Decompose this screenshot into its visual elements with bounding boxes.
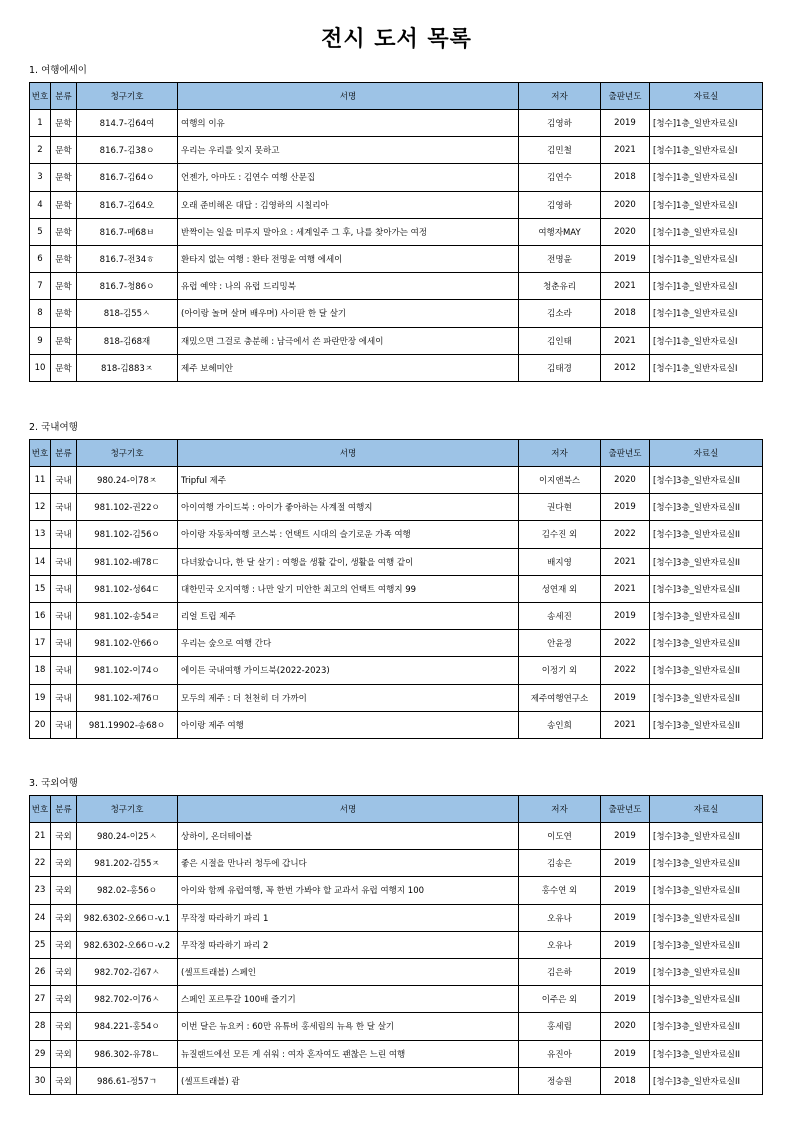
cell-library-room: [청수]1층_일반자료실I xyxy=(650,300,763,327)
header-book-title: 서명 xyxy=(178,440,519,467)
cell-author: 안윤정 xyxy=(519,630,601,657)
book-table xyxy=(29,439,763,739)
cell-author: 청춘유리 xyxy=(519,273,601,300)
cell-book-title: (셀프트래블) 괌 xyxy=(178,1067,519,1094)
cell-call-number: 981.102-권22ㅇ xyxy=(77,494,178,521)
cell-author: 홍수연 외 xyxy=(519,877,601,904)
cell-book-title: 반짝이는 일을 미루지 말아요 : 세계일주 그 후, 나를 찾아가는 여정 xyxy=(178,218,519,245)
cell-call-number: 816.7-김64ㅇ xyxy=(77,164,178,191)
cell-publish-year: 2021 xyxy=(601,548,650,575)
table-row xyxy=(30,110,763,137)
header-publish-year: 출판년도 xyxy=(601,796,650,823)
cell-publish-year: 2021 xyxy=(601,327,650,354)
cell-category: 문학 xyxy=(51,164,77,191)
table-row xyxy=(30,1067,763,1094)
table-row xyxy=(30,904,763,931)
cell-publish-year: 2019 xyxy=(601,986,650,1013)
header-publish-year: 출판년도 xyxy=(601,440,650,467)
cell-call-number: 981.202-김55ㅈ xyxy=(77,850,178,877)
cell-publish-year: 2022 xyxy=(601,657,650,684)
cell-library-room: [청수]3층_일반자료실II xyxy=(650,711,763,738)
table-row xyxy=(30,602,763,629)
cell-call-number: 981.102-제76ㅁ xyxy=(77,684,178,711)
cell-call-number: 986.302-유78ㄴ xyxy=(77,1040,178,1067)
table-row xyxy=(30,273,763,300)
cell-library-room: [청수]1층_일반자료실I xyxy=(650,110,763,137)
table-row xyxy=(30,1040,763,1067)
cell-publish-year: 2018 xyxy=(601,1067,650,1094)
section-domestic-travel xyxy=(29,417,762,739)
cell-row-number: 21 xyxy=(30,823,51,850)
cell-category: 국외 xyxy=(51,1067,77,1094)
cell-publish-year: 2022 xyxy=(601,521,650,548)
header-publish-year: 출판년도 xyxy=(601,83,650,110)
cell-call-number: 981.102-안66ㅇ xyxy=(77,630,178,657)
cell-category: 국내 xyxy=(51,602,77,629)
cell-category: 국내 xyxy=(51,467,77,494)
cell-book-title: 언젠가, 아마도 : 김연수 여행 산문집 xyxy=(178,164,519,191)
table-row xyxy=(30,657,763,684)
cell-publish-year: 2019 xyxy=(601,110,650,137)
cell-call-number: 982.702-김67ㅅ xyxy=(77,958,178,985)
cell-publish-year: 2019 xyxy=(601,931,650,958)
cell-category: 문학 xyxy=(51,273,77,300)
table-row xyxy=(30,245,763,272)
cell-author: 전명윤 xyxy=(519,245,601,272)
cell-author: 김송은 xyxy=(519,850,601,877)
table-row xyxy=(30,630,763,657)
cell-category: 국내 xyxy=(51,657,77,684)
cell-book-title: 대한민국 오지여행 : 나만 알기 미안한 최고의 언택트 여행지 99 xyxy=(178,575,519,602)
cell-library-room: [청수]3층_일반자료실II xyxy=(650,630,763,657)
cell-library-room: [청수]3층_일반자료실II xyxy=(650,467,763,494)
cell-call-number: 984.221-홍54ㅇ xyxy=(77,1013,178,1040)
cell-library-room: [청수]3층_일반자료실II xyxy=(650,904,763,931)
cell-book-title: 스페인 포르투갈 100배 즐기기 xyxy=(178,986,519,1013)
cell-library-room: [청수]3층_일반자료실II xyxy=(650,986,763,1013)
table-row xyxy=(30,521,763,548)
cell-author: 이지앤북스 xyxy=(519,467,601,494)
cell-call-number: 981.102-이74ㅇ xyxy=(77,657,178,684)
cell-author: 여행자MAY xyxy=(519,218,601,245)
cell-library-room: [청수]1층_일반자료실I xyxy=(650,191,763,218)
cell-category: 문학 xyxy=(51,137,77,164)
cell-author: 권다현 xyxy=(519,494,601,521)
header-author: 저자 xyxy=(519,83,601,110)
page-title: 전시 도서 목록 xyxy=(321,27,472,52)
cell-book-title: 좋은 시절을 만나러 청두에 갑니다 xyxy=(178,850,519,877)
cell-library-room: [청수]1층_일반자료실I xyxy=(650,137,763,164)
cell-call-number: 814.7-김64여 xyxy=(77,110,178,137)
table-row xyxy=(30,684,763,711)
cell-category: 문학 xyxy=(51,354,77,381)
table-row xyxy=(30,850,763,877)
cell-author: 김민철 xyxy=(519,137,601,164)
cell-publish-year: 2022 xyxy=(601,630,650,657)
header-category: 분류 xyxy=(51,796,77,823)
cell-book-title: 리얼 트립 제주 xyxy=(178,602,519,629)
section-overseas-travel xyxy=(29,773,762,1095)
cell-library-room: [청수]3층_일반자료실II xyxy=(650,494,763,521)
cell-author: 김은하 xyxy=(519,958,601,985)
cell-book-title: 여행의 이유 xyxy=(178,110,519,137)
cell-row-number: 17 xyxy=(30,630,51,657)
cell-library-room: [청수]3층_일반자료실II xyxy=(650,850,763,877)
cell-book-title: Tripful 제주 xyxy=(178,467,519,494)
cell-row-number: 4 xyxy=(30,191,51,218)
table-header-row xyxy=(30,83,763,110)
cell-row-number: 3 xyxy=(30,164,51,191)
cell-category: 국내 xyxy=(51,575,77,602)
cell-author: 김소라 xyxy=(519,300,601,327)
cell-library-room: [청수]3층_일반자료실II xyxy=(650,575,763,602)
cell-book-title: 우리는 숲으로 여행 간다 xyxy=(178,630,519,657)
cell-publish-year: 2019 xyxy=(601,602,650,629)
cell-publish-year: 2018 xyxy=(601,300,650,327)
table-row xyxy=(30,164,763,191)
cell-category: 국외 xyxy=(51,904,77,931)
table-row xyxy=(30,1013,763,1040)
header-library-room: 자료실 xyxy=(650,796,763,823)
cell-row-number: 7 xyxy=(30,273,51,300)
book-table xyxy=(29,795,763,1095)
table-row xyxy=(30,354,763,381)
cell-library-room: [청수]1층_일반자료실I xyxy=(650,327,763,354)
table-row xyxy=(30,494,763,521)
cell-category: 국내 xyxy=(51,684,77,711)
cell-book-title: 이번 달은 뉴요커 : 60만 유튜버 홍세림의 뉴욕 한 달 살기 xyxy=(178,1013,519,1040)
cell-category: 국내 xyxy=(51,630,77,657)
cell-author: 오유나 xyxy=(519,931,601,958)
cell-book-title: (셀프트래블) 스페인 xyxy=(178,958,519,985)
cell-library-room: [청수]3층_일반자료실II xyxy=(650,823,763,850)
table-row xyxy=(30,137,763,164)
header-author: 저자 xyxy=(519,440,601,467)
cell-author: 김영하 xyxy=(519,110,601,137)
cell-publish-year: 2020 xyxy=(601,1013,650,1040)
cell-book-title: 에이든 국내여행 가이드북(2022-2023) xyxy=(178,657,519,684)
cell-call-number: 816.7-김64오 xyxy=(77,191,178,218)
cell-author: 송인희 xyxy=(519,711,601,738)
cell-row-number: 11 xyxy=(30,467,51,494)
cell-row-number: 22 xyxy=(30,850,51,877)
cell-publish-year: 2019 xyxy=(601,494,650,521)
cell-publish-year: 2019 xyxy=(601,245,650,272)
cell-book-title: 오래 준비해온 대답 : 김영하의 시칠리아 xyxy=(178,191,519,218)
cell-book-title: 상하이, 온더테이블 xyxy=(178,823,519,850)
cell-library-room: [청수]1층_일반자료실I xyxy=(650,354,763,381)
cell-library-room: [청수]3층_일반자료실II xyxy=(650,521,763,548)
cell-library-room: [청수]3층_일반자료실II xyxy=(650,1040,763,1067)
table-row xyxy=(30,467,763,494)
cell-category: 국내 xyxy=(51,548,77,575)
cell-publish-year: 2019 xyxy=(601,958,650,985)
cell-book-title: 무작정 따라하기 파리 1 xyxy=(178,904,519,931)
header-call-number: 청구기호 xyxy=(77,796,178,823)
cell-publish-year: 2019 xyxy=(601,684,650,711)
cell-author: 김영하 xyxy=(519,191,601,218)
cell-row-number: 23 xyxy=(30,877,51,904)
cell-category: 국외 xyxy=(51,958,77,985)
header-category: 분류 xyxy=(51,440,77,467)
header-category: 분류 xyxy=(51,83,77,110)
cell-library-room: [청수]1층_일반자료실I xyxy=(650,218,763,245)
cell-book-title: 유럽 예약 : 나의 유럽 드리밍북 xyxy=(178,273,519,300)
cell-publish-year: 2020 xyxy=(601,467,650,494)
section-label: 3. 국외여행 xyxy=(29,778,78,789)
cell-row-number: 6 xyxy=(30,245,51,272)
cell-author: 제주여행연구소 xyxy=(519,684,601,711)
table-row xyxy=(30,931,763,958)
cell-library-room: [청수]1층_일반자료실I xyxy=(650,273,763,300)
table-row xyxy=(30,986,763,1013)
cell-book-title: 모두의 제주 : 더 천천히 더 가까이 xyxy=(178,684,519,711)
cell-publish-year: 2021 xyxy=(601,273,650,300)
cell-category: 국내 xyxy=(51,711,77,738)
cell-call-number: 986.61-정57ㄱ xyxy=(77,1067,178,1094)
cell-author: 이정기 외 xyxy=(519,657,601,684)
cell-category: 문학 xyxy=(51,245,77,272)
cell-author: 김수진 외 xyxy=(519,521,601,548)
cell-row-number: 19 xyxy=(30,684,51,711)
cell-category: 국외 xyxy=(51,877,77,904)
cell-call-number: 818-김68재 xyxy=(77,327,178,354)
cell-category: 국외 xyxy=(51,823,77,850)
cell-category: 문학 xyxy=(51,191,77,218)
cell-book-title: 다녀왔습니다, 한 달 살기 : 여행을 생활 같이, 생활을 여행 같이 xyxy=(178,548,519,575)
cell-library-room: [청수]3층_일반자료실II xyxy=(650,931,763,958)
table-row xyxy=(30,823,763,850)
cell-category: 문학 xyxy=(51,300,77,327)
cell-row-number: 16 xyxy=(30,602,51,629)
cell-category: 국내 xyxy=(51,494,77,521)
table-row xyxy=(30,548,763,575)
cell-publish-year: 2018 xyxy=(601,164,650,191)
cell-publish-year: 2019 xyxy=(601,1040,650,1067)
cell-row-number: 30 xyxy=(30,1067,51,1094)
cell-publish-year: 2021 xyxy=(601,137,650,164)
cell-author: 홍세림 xyxy=(519,1013,601,1040)
cell-call-number: 816.7-전34ㅎ xyxy=(77,245,178,272)
cell-author: 유진아 xyxy=(519,1040,601,1067)
section-travel-essay xyxy=(29,60,762,382)
cell-row-number: 12 xyxy=(30,494,51,521)
cell-call-number: 818-김55ㅅ xyxy=(77,300,178,327)
cell-library-room: [청수]3층_일반자료실II xyxy=(650,1013,763,1040)
cell-call-number: 818-김883ㅈ xyxy=(77,354,178,381)
header-library-room: 자료실 xyxy=(650,440,763,467)
cell-book-title: 제주 보헤미안 xyxy=(178,354,519,381)
cell-category: 국내 xyxy=(51,521,77,548)
header-row-number: 번호 xyxy=(30,83,51,110)
table-row xyxy=(30,711,763,738)
cell-author: 배지영 xyxy=(519,548,601,575)
header-call-number: 청구기호 xyxy=(77,440,178,467)
cell-call-number: 981.19902-송68ㅇ xyxy=(77,711,178,738)
cell-row-number: 8 xyxy=(30,300,51,327)
table-row xyxy=(30,877,763,904)
cell-library-room: [청수]3층_일반자료실II xyxy=(650,684,763,711)
cell-call-number: 982.02-홍56ㅇ xyxy=(77,877,178,904)
section-label: 2. 국내여행 xyxy=(29,422,78,433)
cell-category: 문학 xyxy=(51,327,77,354)
cell-category: 국외 xyxy=(51,931,77,958)
table-row xyxy=(30,958,763,985)
cell-row-number: 20 xyxy=(30,711,51,738)
cell-row-number: 10 xyxy=(30,354,51,381)
header-call-number: 청구기호 xyxy=(77,83,178,110)
cell-book-title: 환타지 없는 여행 : 환타 전명윤 여행 에세이 xyxy=(178,245,519,272)
cell-book-title: 뉴질랜드에선 모든 게 쉬워 : 여자 혼자여도 괜찮은 느린 여행 xyxy=(178,1040,519,1067)
cell-call-number: 980.24-이25ㅅ xyxy=(77,823,178,850)
cell-row-number: 18 xyxy=(30,657,51,684)
cell-author: 이도연 xyxy=(519,823,601,850)
cell-call-number: 981.102-김56ㅇ xyxy=(77,521,178,548)
cell-row-number: 28 xyxy=(30,1013,51,1040)
cell-publish-year: 2019 xyxy=(601,823,650,850)
cell-row-number: 14 xyxy=(30,548,51,575)
cell-publish-year: 2020 xyxy=(601,191,650,218)
cell-author: 정승원 xyxy=(519,1067,601,1094)
cell-call-number: 981.102-배78ㄷ xyxy=(77,548,178,575)
cell-publish-year: 2020 xyxy=(601,218,650,245)
header-library-room: 자료실 xyxy=(650,83,763,110)
cell-book-title: 아이랑 자동차여행 코스북 : 언택트 시대의 슬기로운 가족 여행 xyxy=(178,521,519,548)
cell-call-number: 816.7-청86ㅇ xyxy=(77,273,178,300)
table-row xyxy=(30,575,763,602)
header-book-title: 서명 xyxy=(178,796,519,823)
header-book-title: 서명 xyxy=(178,83,519,110)
cell-row-number: 24 xyxy=(30,904,51,931)
table-header-row xyxy=(30,440,763,467)
cell-row-number: 15 xyxy=(30,575,51,602)
cell-author: 김태경 xyxy=(519,354,601,381)
cell-library-room: [청수]1층_일반자료실I xyxy=(650,164,763,191)
table-row xyxy=(30,191,763,218)
cell-book-title: 우리는 우리를 잊지 못하고 xyxy=(178,137,519,164)
cell-book-title: 아이여행 가이드북 : 아이가 좋아하는 사계절 여행지 xyxy=(178,494,519,521)
cell-row-number: 5 xyxy=(30,218,51,245)
table-row xyxy=(30,218,763,245)
cell-row-number: 9 xyxy=(30,327,51,354)
table-row xyxy=(30,327,763,354)
cell-row-number: 1 xyxy=(30,110,51,137)
cell-row-number: 29 xyxy=(30,1040,51,1067)
cell-category: 문학 xyxy=(51,218,77,245)
cell-publish-year: 2019 xyxy=(601,850,650,877)
table-row xyxy=(30,300,763,327)
cell-publish-year: 2021 xyxy=(601,575,650,602)
cell-category: 국외 xyxy=(51,1013,77,1040)
cell-library-room: [청수]3층_일반자료실II xyxy=(650,548,763,575)
table-header-row xyxy=(30,796,763,823)
cell-category: 문학 xyxy=(51,110,77,137)
cell-call-number: 981.102-송54ㄹ xyxy=(77,602,178,629)
cell-category: 국외 xyxy=(51,986,77,1013)
cell-call-number: 982.702-이76ㅅ xyxy=(77,986,178,1013)
book-table xyxy=(29,82,763,382)
cell-row-number: 2 xyxy=(30,137,51,164)
cell-library-room: [청수]1층_일반자료실I xyxy=(650,245,763,272)
section-label: 1. 여행에세이 xyxy=(29,65,87,76)
header-row-number: 번호 xyxy=(30,440,51,467)
cell-publish-year: 2019 xyxy=(601,877,650,904)
cell-publish-year: 2019 xyxy=(601,904,650,931)
cell-category: 국외 xyxy=(51,1040,77,1067)
cell-author: 김인태 xyxy=(519,327,601,354)
cell-library-room: [청수]3층_일반자료실II xyxy=(650,602,763,629)
cell-publish-year: 2021 xyxy=(601,711,650,738)
cell-call-number: 980.24-이78ㅈ xyxy=(77,467,178,494)
cell-row-number: 26 xyxy=(30,958,51,985)
cell-book-title: 아이와 함께 유럽여행, 꼭 한번 가봐야 할 교과서 유럽 여행지 100 xyxy=(178,877,519,904)
header-row-number: 번호 xyxy=(30,796,51,823)
cell-author: 성연재 외 xyxy=(519,575,601,602)
cell-author: 김연수 xyxy=(519,164,601,191)
cell-library-room: [청수]3층_일반자료실II xyxy=(650,958,763,985)
cell-row-number: 13 xyxy=(30,521,51,548)
cell-library-room: [청수]3층_일반자료실II xyxy=(650,1067,763,1094)
cell-call-number: 981.102-성64ㄷ xyxy=(77,575,178,602)
cell-row-number: 25 xyxy=(30,931,51,958)
header-author: 저자 xyxy=(519,796,601,823)
cell-library-room: [청수]3층_일반자료실II xyxy=(650,877,763,904)
cell-call-number: 982.6302-오66ㅁ-v.1 xyxy=(77,904,178,931)
cell-call-number: 816.7-메68ㅂ xyxy=(77,218,178,245)
cell-library-room: [청수]3층_일반자료실II xyxy=(650,657,763,684)
cell-call-number: 816.7-김38ㅇ xyxy=(77,137,178,164)
cell-author: 오유나 xyxy=(519,904,601,931)
cell-book-title: 무작정 따라하기 파리 2 xyxy=(178,931,519,958)
cell-row-number: 27 xyxy=(30,986,51,1013)
cell-book-title: 아이랑 제주 여행 xyxy=(178,711,519,738)
cell-author: 이주은 외 xyxy=(519,986,601,1013)
cell-author: 송세진 xyxy=(519,602,601,629)
cell-publish-year: 2012 xyxy=(601,354,650,381)
cell-book-title: 재밌으면 그걸로 충분해 : 남극에서 쓴 파란만장 에세이 xyxy=(178,327,519,354)
cell-call-number: 982.6302-오66ㅁ-v.2 xyxy=(77,931,178,958)
cell-book-title: (아이랑 놀며 살며 배우며) 사이판 한 달 살기 xyxy=(178,300,519,327)
cell-category: 국외 xyxy=(51,850,77,877)
